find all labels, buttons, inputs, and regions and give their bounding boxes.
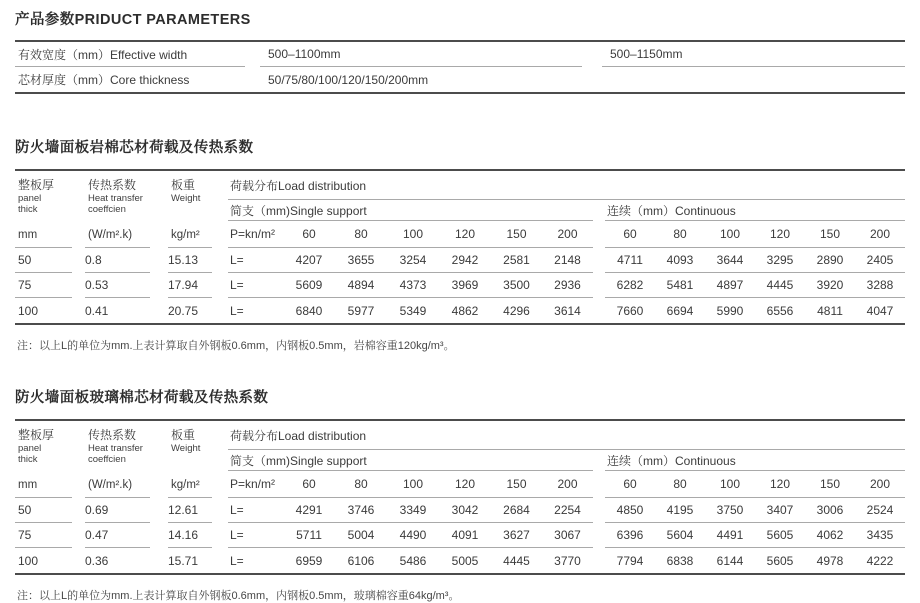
l-label: L= [230, 303, 244, 318]
load-value: 4862 [451, 303, 479, 318]
load-value: 6838 [666, 553, 694, 568]
span-header: 60 [605, 221, 655, 248]
span-header: 150 [491, 221, 542, 248]
load-value: 5977 [347, 303, 375, 318]
load-value: 2148 [542, 248, 593, 273]
rockwool-load-table [15, 169, 905, 325]
pressure-label: P=kn/m² [228, 471, 283, 498]
load-value: 2936 [542, 273, 593, 298]
l-label: L= [228, 498, 283, 523]
header-en: thick [18, 454, 38, 466]
pressure-label: P=kn/m² [228, 221, 283, 248]
load-value: 6840 [295, 303, 323, 318]
header-unit: mm [18, 229, 38, 241]
load-value: 4811 [817, 303, 843, 318]
load-value: 4091 [439, 523, 491, 548]
header-en: Weight [171, 193, 201, 204]
header-en: panel [18, 193, 42, 204]
single-support-header: 简支（mm)Single support [228, 450, 593, 471]
load-value: 3770 [554, 553, 581, 568]
glasswool-load-table [15, 419, 905, 575]
load-value: 2581 [491, 248, 542, 273]
load-value: 4897 [705, 273, 755, 298]
header-unit: kg/m² [171, 229, 200, 241]
weight-cell: 14.16 [168, 523, 212, 548]
load-value: 5349 [399, 303, 427, 318]
span-header: 150 [805, 471, 855, 498]
load-value: 4207 [283, 248, 335, 273]
load-value: 3042 [439, 498, 491, 523]
span-header: 60 [283, 221, 335, 248]
load-value: 3254 [387, 248, 439, 273]
header-unit: mm [18, 479, 38, 491]
load-value: 5605 [766, 553, 794, 568]
load-value: 6694 [666, 303, 694, 318]
load-value: 3349 [387, 498, 439, 523]
rockwool-section [15, 136, 905, 353]
header-en: Heat transfer [88, 443, 143, 454]
header-unit: (W/m².k) [88, 479, 133, 491]
single-support-header: 简支（mm)Single support [228, 200, 593, 221]
header-en: coeffcien [88, 454, 126, 466]
params-value-1: 50/75/80/100/120/150/200mm [268, 72, 429, 87]
load-value: 6396 [605, 523, 655, 548]
weight-cell: 20.75 [168, 303, 199, 318]
product-parameters-table [15, 40, 905, 94]
thickness-cell: 100 [18, 303, 39, 318]
coeff-cell: 0.41 [85, 303, 109, 318]
weight-cell: 15.71 [168, 553, 199, 568]
load-value: 4490 [387, 523, 439, 548]
header-en: coeffcien [88, 204, 126, 216]
load-value: 3920 [805, 273, 855, 298]
span-header: 150 [805, 221, 855, 248]
coeff-cell: 0.36 [85, 553, 109, 568]
span-header: 200 [542, 471, 593, 498]
load-value: 5005 [451, 553, 479, 568]
weight-cell: 12.61 [168, 498, 212, 523]
load-value: 4296 [503, 303, 530, 318]
params-value-2 [602, 67, 905, 92]
span-header: 100 [387, 471, 439, 498]
header-en: thick [18, 204, 38, 216]
weight-cell: 17.94 [168, 273, 212, 298]
load-value: 3655 [335, 248, 387, 273]
coeff-cell: 0.69 [85, 498, 150, 523]
span-header: 120 [755, 221, 805, 248]
thickness-cell: 75 [15, 523, 72, 548]
span-header: 80 [655, 221, 705, 248]
span-header: 200 [855, 221, 905, 248]
load-value: 2942 [439, 248, 491, 273]
span-header: 80 [335, 221, 387, 248]
rockwool-section-title: 防火墙面板岩棉芯材荷载及传热系数 [15, 140, 254, 156]
load-value: 3295 [755, 248, 805, 273]
load-value: 4491 [705, 523, 755, 548]
glasswool-section-title: 防火墙面板玻璃棉芯材荷载及传热系数 [15, 390, 269, 406]
l-label: L= [228, 248, 283, 273]
load-value: 3614 [554, 303, 581, 318]
load-value: 4062 [805, 523, 855, 548]
load-value: 4093 [655, 248, 705, 273]
load-value: 4850 [605, 498, 655, 523]
load-value: 5604 [655, 523, 705, 548]
span-header: 100 [705, 471, 755, 498]
thickness-cell: 50 [15, 498, 72, 523]
span-header: 120 [439, 221, 491, 248]
l-label: L= [228, 523, 283, 548]
span-header: 80 [655, 471, 705, 498]
load-value: 5605 [755, 523, 805, 548]
load-value: 5711 [283, 523, 335, 548]
load-value: 6959 [295, 553, 323, 568]
header-cn: 板重 [171, 428, 196, 442]
header-en: Heat transfer [88, 193, 143, 204]
header-panel-thickness [15, 171, 72, 248]
span-header: 150 [491, 471, 542, 498]
l-label: L= [228, 273, 283, 298]
load-distribution-header: 荷载分布Load distribution [228, 421, 905, 450]
load-value: 3500 [491, 273, 542, 298]
params-label: 芯材厚度（mm）Core thickness [18, 73, 190, 87]
load-value: 7660 [616, 303, 644, 318]
load-value: 3407 [755, 498, 805, 523]
load-value: 5481 [655, 273, 705, 298]
header-cn: 传热系数 [88, 428, 137, 442]
load-value: 4445 [755, 273, 805, 298]
load-value: 4894 [335, 273, 387, 298]
load-value: 2684 [491, 498, 542, 523]
continuous-header: 连续（mm）Continuous [605, 200, 905, 221]
header-heat-transfer [85, 421, 150, 498]
params-row-core-thickness [15, 67, 905, 92]
load-value: 6106 [347, 553, 375, 568]
header-cn: 整板厚 [18, 428, 55, 442]
continuous-header: 连续（mm）Continuous [605, 450, 905, 471]
load-value: 3067 [542, 523, 593, 548]
thickness-cell: 75 [15, 273, 72, 298]
load-value: 4373 [387, 273, 439, 298]
header-panel-thickness [15, 421, 72, 498]
load-value: 7794 [616, 553, 644, 568]
span-header: 200 [855, 471, 905, 498]
span-header: 120 [439, 471, 491, 498]
coeff-cell: 0.47 [85, 523, 150, 548]
header-cn: 整板厚 [18, 178, 55, 192]
load-value: 3750 [705, 498, 755, 523]
params-row-effective-width [15, 42, 905, 67]
load-distribution-header: 荷载分布Load distribution [228, 171, 905, 200]
thickness-cell: 100 [18, 553, 39, 568]
coeff-cell: 0.53 [85, 273, 150, 298]
load-value: 5004 [335, 523, 387, 548]
load-value: 4445 [503, 553, 530, 568]
glasswool-section [15, 386, 905, 603]
load-value: 3746 [335, 498, 387, 523]
span-header: 60 [283, 471, 335, 498]
load-value: 5609 [283, 273, 335, 298]
load-value: 6282 [605, 273, 655, 298]
span-header: 200 [542, 221, 593, 248]
params-value-2: 500–1150mm [602, 42, 905, 67]
load-value: 5486 [399, 553, 427, 568]
load-value: 5990 [716, 303, 744, 318]
load-value: 4047 [866, 303, 894, 318]
l-label: L= [230, 553, 244, 568]
params-value-1: 500–1100mm [260, 42, 582, 67]
header-cn: 板重 [171, 178, 196, 192]
load-value: 4711 [605, 248, 655, 273]
span-header: 80 [335, 471, 387, 498]
header-cn: 传热系数 [88, 178, 137, 192]
load-value: 2254 [542, 498, 593, 523]
load-value: 4195 [655, 498, 705, 523]
load-value: 3627 [491, 523, 542, 548]
load-value: 3288 [855, 273, 905, 298]
header-unit: (W/m².k) [88, 229, 133, 241]
span-header: 100 [705, 221, 755, 248]
load-value: 3644 [705, 248, 755, 273]
header-heat-transfer [85, 171, 150, 248]
load-value: 2405 [855, 248, 905, 273]
load-value: 6556 [766, 303, 794, 318]
load-value: 4978 [816, 553, 844, 568]
span-header: 60 [605, 471, 655, 498]
glasswool-note: 注：以上L的单位为mm.上表计算取自外钢板0.6mm，内钢板0.5mm，玻璃棉容重64kg/m³。 [17, 590, 460, 602]
weight-cell: 15.13 [168, 248, 212, 273]
rockwool-note: 注：以上L的单位为mm.上表计算取自外钢板0.6mm，内钢板0.5mm，岩棉容重120kg/m³。 [17, 340, 455, 352]
header-en: Weight [171, 443, 201, 454]
header-weight [168, 171, 212, 248]
load-value: 2524 [855, 498, 905, 523]
load-value: 4291 [283, 498, 335, 523]
header-en: panel [18, 443, 42, 454]
thickness-cell: 50 [15, 248, 72, 273]
header-weight [168, 421, 212, 498]
page-title: 产品参数PRIDUCT PARAMETERS [15, 12, 251, 28]
load-value: 3435 [855, 523, 905, 548]
params-label: 有效宽度（mm）Effective width [15, 42, 245, 67]
coeff-cell: 0.8 [85, 248, 150, 273]
load-value: 3006 [805, 498, 855, 523]
load-value: 4222 [866, 553, 894, 568]
load-value: 3969 [439, 273, 491, 298]
span-header: 100 [387, 221, 439, 248]
load-value: 2890 [805, 248, 855, 273]
header-unit: kg/m² [171, 479, 200, 491]
load-value: 6144 [716, 553, 744, 568]
span-header: 120 [755, 471, 805, 498]
